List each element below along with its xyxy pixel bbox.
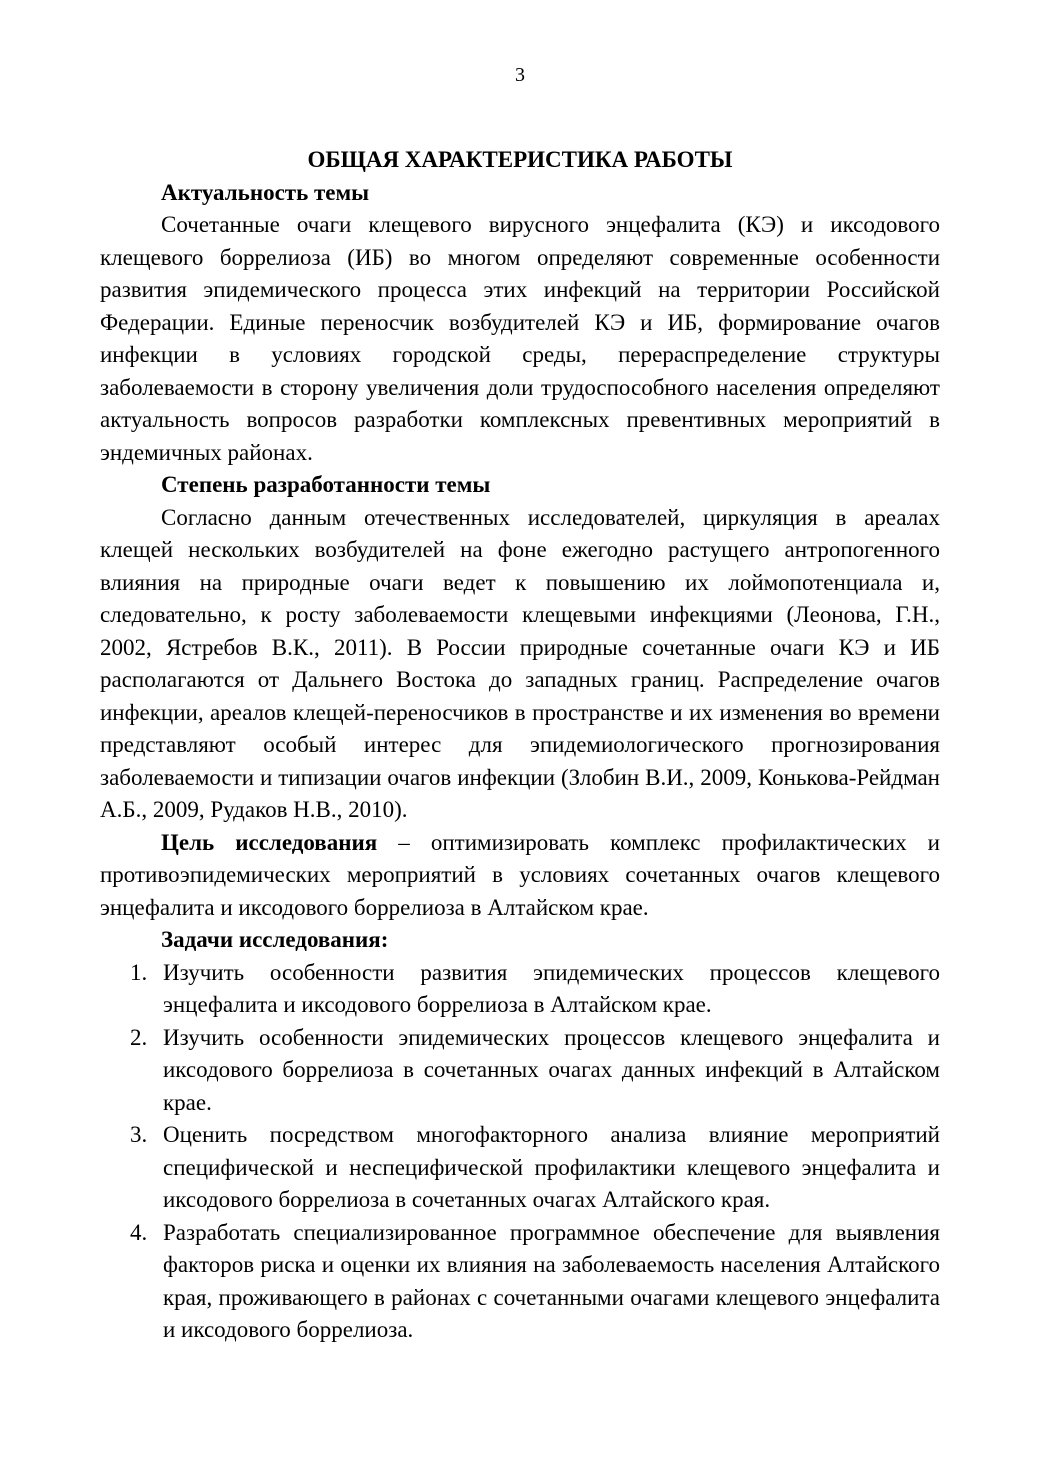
goal-text: – оптимизировать комплекс профилактических и противоэпидемических мероприятий в условиях сочетанных очагов клещевого энцефалита и иксодового боррелиоза в Алтайском крае. — [100, 829, 940, 920]
task-number: 3. — [130, 1122, 148, 1147]
section-heading-development: Степень разработанности темы — [161, 472, 491, 497]
task-text: Оценить посредством многофакторного анализа влияние мероприятий специфической и неспецифической профилактики клещевого энцефалита и иксодового боррелиоза в сочетанных очагах Алтайского края. — [163, 1122, 940, 1212]
task-item — [100, 957, 940, 1022]
page-number: 3 — [515, 64, 525, 86]
task-list — [100, 957, 940, 1347]
task-number: 2. — [130, 1024, 148, 1050]
section-heading-relevance: Актуальность темы — [161, 179, 370, 205]
goal-label: Цель исследования — [161, 829, 378, 855]
task-number: 1. — [130, 959, 148, 985]
section-heading-tasks: Задачи исследования: — [161, 927, 389, 952]
task-item — [100, 1022, 940, 1120]
paragraph-relevance: Сочетанные очаги клещевого вирусного энцефалита (КЭ) и иксодового клещевого боррелиоза (ИБ) во многом определяют современные особенности развития эпидемического процесса этих инфекций на территории Российской Федерации. Единые переносчик возбудителей КЭ и ИБ, формирование очагов инфекции в условиях городской среды, перераспределение структуры заболеваемости в сторону увеличения доли трудоспособного населения определяют актуальность вопросов разработки комплексных превентивных мероприятий в эндемичных районах. — [100, 212, 940, 465]
task-item — [100, 1119, 940, 1217]
document-title: ОБЩАЯ ХАРАКТЕРИСТИКА РАБОТЫ — [307, 147, 733, 172]
paragraph-goal — [100, 827, 940, 925]
task-text: Изучить особенности развития эпидемических процессов клещевого энцефалита и иксодового боррелиоза в Алтайском крае. — [163, 959, 940, 1017]
task-text: Изучить особенности эпидемических процессов клещевого энцефалита и иксодового боррелиоза в сочетанных очагах данных инфекций в Алтайском крае. — [163, 1024, 940, 1115]
task-item — [100, 1217, 940, 1347]
task-text: Разработать специализированное программное обеспечение для выявления факторов риска и оценки их влияния на заболеваемость населения Алтайского края, проживающего в районах с сочетанными очагами клещевого энцефалита и иксодового боррелиоза. — [163, 1219, 940, 1342]
task-number: 4. — [130, 1219, 148, 1245]
document-body — [100, 144, 940, 1347]
paragraph-development: Согласно данным отечественных исследователей, циркуляция в ареалах клещей нескольких возбудителей на фоне ежегодно растущего антропогенного влияния на природные очаги ведет к повышению их лоймопотенциала и, следовательно, к росту заболеваемости клещевыми инфекциями (Леонова, Г.Н., 2002, Ястребов В.К., 2011). В России природные сочетанные очаги КЭ и ИБ располагаются от Дальнего Востока до западных границ. Распределение очагов инфекции, ареалов клещей-переносчиков в пространстве и их изменения во времени представляют особый интерес для эпидемиологического прогнозирования заболеваемости и типизации очагов инфекции (Злобин В.И., 2009, Конькова-Рейдман А.Б., 2009, Рудаков Н.В., 2010). — [100, 504, 940, 822]
